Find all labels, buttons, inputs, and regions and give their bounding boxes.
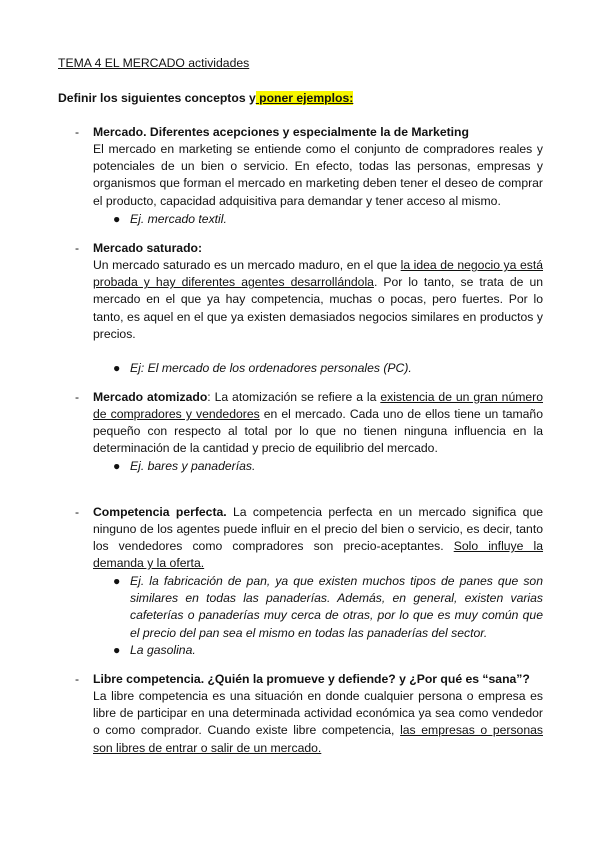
example-text: Ej. la fabricación de pan, ya que existen muchos tipos de panes que son similares en todas las panaderías. Además, en general, existen varias cafeterías o panaderías muy cerca de otras, por lo que es muy común que el precio del pan sea el mismo en todas las panaderías del sector. <box>130 574 543 640</box>
bullet-icon: ● <box>113 642 121 657</box>
dash-marker: - <box>75 390 80 404</box>
section-body: El mercado en marketing se entiende como el conjunto de compradores reales y potenciales de un bien o servicio. En efecto, todas las personas, empresas y organismos que forman el mercado en marketing deben tener el deseo de comprar el producto, capacidad adquisitiva para demandar y tener acceso al mismo. <box>93 142 543 208</box>
section-body <box>93 688 543 757</box>
underlined-text: Solo influye la demanda y la oferta. <box>93 539 544 570</box>
body-text: Un mercado saturado es un mercado maduro, en el que <box>93 258 401 272</box>
section-heading <box>58 124 543 141</box>
example-text: Ej. mercado textil. <box>130 211 227 226</box>
section-mercado-saturado <box>58 240 543 377</box>
instructions <box>58 91 353 105</box>
body-text: en el mercado. Cada uno de ellos tiene un tamaño pequeño con respecto al total por lo que no tienen ninguna influencia en la determinación de la cantidad y precio de equilibrio del mercado. <box>93 407 543 455</box>
example-item <box>113 642 543 659</box>
section-heading <box>58 671 543 688</box>
section-heading <box>58 389 543 457</box>
underlined-text: la idea de negocio ya está probada y hay diferentes agentes desarrollándola <box>93 258 543 290</box>
highlighted-instruction: poner ejemplos: <box>255 91 354 105</box>
body-text: . Por lo tanto, se trata de un mercado en el que ya hay competencia, muchas o pocas, pero fuertes. Por lo tanto, es aquel en el que ya existen demasiados negocios similares en productos y precios. <box>93 275 543 341</box>
dash-marker: - <box>75 505 80 519</box>
section-body <box>93 257 543 343</box>
dash-marker: - <box>75 241 80 255</box>
bullet-icon: ● <box>113 211 121 226</box>
section-libre-competencia <box>58 671 543 757</box>
body-text: : La atomización se refiere a la <box>207 390 381 404</box>
section-heading <box>58 504 543 572</box>
body-text: La libre competencia es una situación en donde cualquier persona o empresa es libre de participar en una determinada actividad económica ya sea como vendedor o como comprador. Cuando existe libre competencia, <box>93 689 543 738</box>
example-item <box>113 458 543 475</box>
example-text: Ej: El mercado de los ordenadores personales (PC). <box>130 361 412 376</box>
bullet-icon: ● <box>113 361 121 376</box>
bullet-icon: ● <box>113 459 121 473</box>
section-mercado-atomizado <box>58 389 543 475</box>
example-text: La gasolina. <box>130 642 196 657</box>
example-text: Ej. bares y panaderías. <box>130 459 256 473</box>
instructions-text: Definir los siguientes conceptos y <box>58 91 256 105</box>
example-item <box>113 211 543 228</box>
dash-marker: - <box>75 672 80 686</box>
section-competencia-perfecta <box>58 504 543 659</box>
example-item <box>113 573 543 642</box>
example-item <box>113 360 543 377</box>
dash-marker: - <box>75 125 80 139</box>
section-mercado <box>58 124 543 228</box>
underlined-text: existencia de un gran número de compradores y vendedores <box>93 390 543 421</box>
heading-text: Mercado. Diferentes acepciones y especialmente la de Marketing <box>93 125 469 139</box>
heading-text: Mercado saturado: <box>93 241 203 255</box>
underlined-text: las empresas o personas son libres de entrar o salir de un mercado. <box>93 723 543 755</box>
body-text: La competencia perfecta en un mercado significa que ninguno de los agentes puede influir en el precio del bien o servicio, es decir, tanto los vendedores como compradores son precio-aceptantes. <box>93 505 544 553</box>
heading-text: Libre competencia. ¿Quién la promueve y defiende? y ¿Por qué es “sana”? <box>93 672 530 686</box>
document-title: TEMA 4 EL MERCADO actividades <box>58 56 250 70</box>
section-heading <box>58 240 543 257</box>
heading-text: Mercado atomizado <box>93 390 208 404</box>
bullet-icon: ● <box>113 574 121 588</box>
heading-text: Competencia perfecta. <box>93 505 227 519</box>
